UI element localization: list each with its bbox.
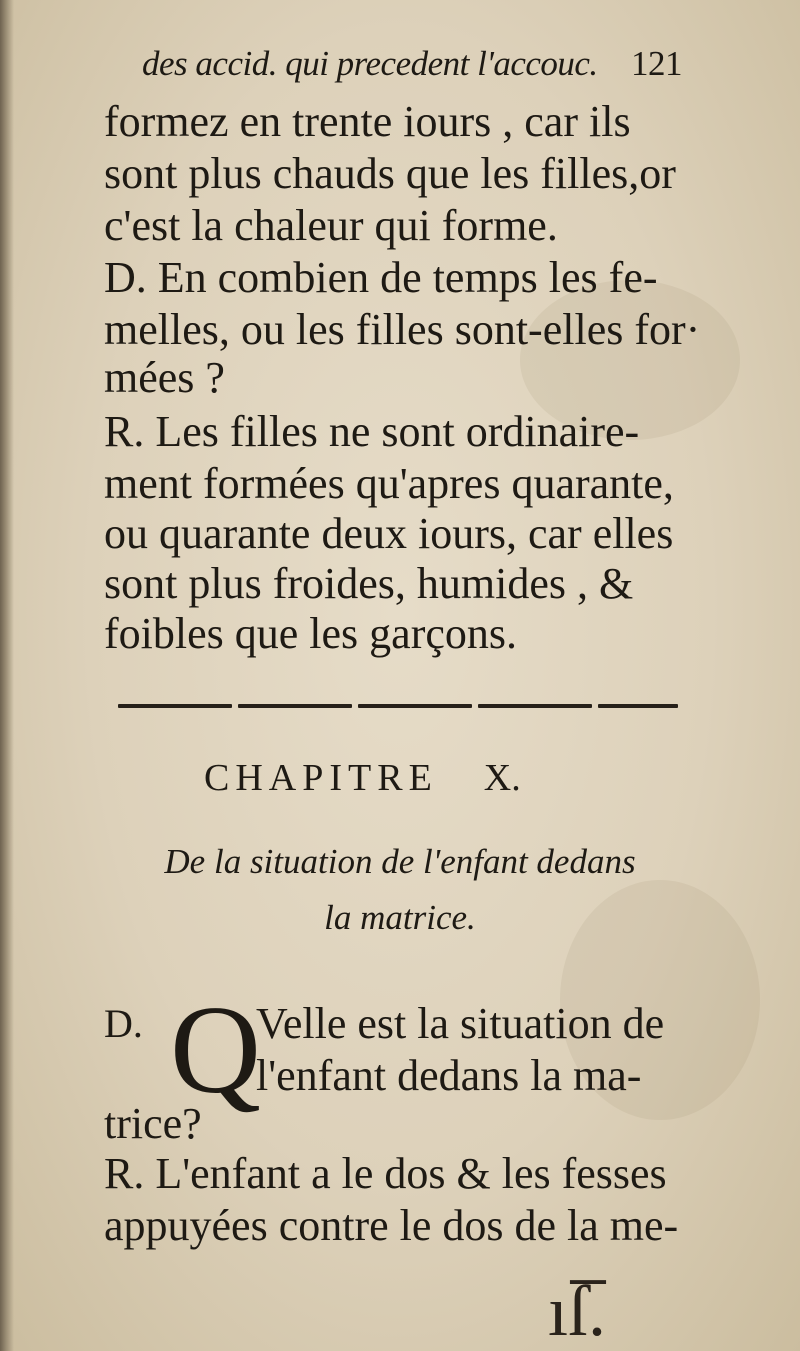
- question-speaker: D.: [104, 1001, 143, 1046]
- rule-segment: [118, 704, 232, 708]
- text-line: l'enfant dedans la ma-: [256, 1051, 642, 1100]
- rule-segment: [598, 704, 678, 708]
- text-line: melles, ou les filles sont-elles for·: [104, 305, 701, 354]
- text-line: ou quarante deux iours, car elles: [104, 509, 674, 558]
- chapter-subtitle-line: De la situation de l'enfant dedans: [164, 842, 636, 881]
- text-line: R. L'enfant a le dos & les fesses: [104, 1149, 667, 1198]
- chapter-number: X.: [483, 757, 521, 799]
- text-line: formez en trente iours , car ils: [104, 97, 631, 146]
- text-line: R. Les filles ne sont ordinaire-: [104, 407, 640, 456]
- rule-segment: [358, 704, 472, 708]
- chapter-subtitle-line: la matrice.: [324, 898, 476, 937]
- rule-segment: [478, 704, 592, 708]
- text-line: appuyées contre le dos de la me-: [104, 1201, 679, 1250]
- rule-segment: [238, 704, 352, 708]
- text-line: trice?: [104, 1099, 202, 1148]
- running-head: [142, 44, 682, 84]
- catchword-fragment: ıſ̅.: [548, 1271, 607, 1351]
- page-gutter-shadow: [0, 0, 14, 1351]
- text-line: ment formées qu'apres quarante,: [104, 459, 674, 508]
- text-line: sont plus chauds que les filles,or: [104, 149, 676, 198]
- text-line: foibles que les garçons.: [104, 609, 517, 658]
- ornamental-rule: [118, 704, 678, 710]
- drop-capital: Q: [170, 981, 261, 1120]
- text-line: c'est la chaleur qui forme.: [104, 201, 558, 250]
- text-line: mées ?: [104, 353, 225, 402]
- page-number: 121: [631, 44, 682, 83]
- text-line: sont plus froides, humides , &: [104, 559, 634, 608]
- chapter-heading: [204, 756, 521, 800]
- chapter-label: CHAPITRE: [204, 757, 438, 799]
- text-line: D. En combien de temps les fe-: [104, 253, 658, 302]
- running-head-title: des accid. qui precedent l'accouc.: [142, 44, 598, 83]
- text-line: Velle est la situation de: [256, 999, 665, 1048]
